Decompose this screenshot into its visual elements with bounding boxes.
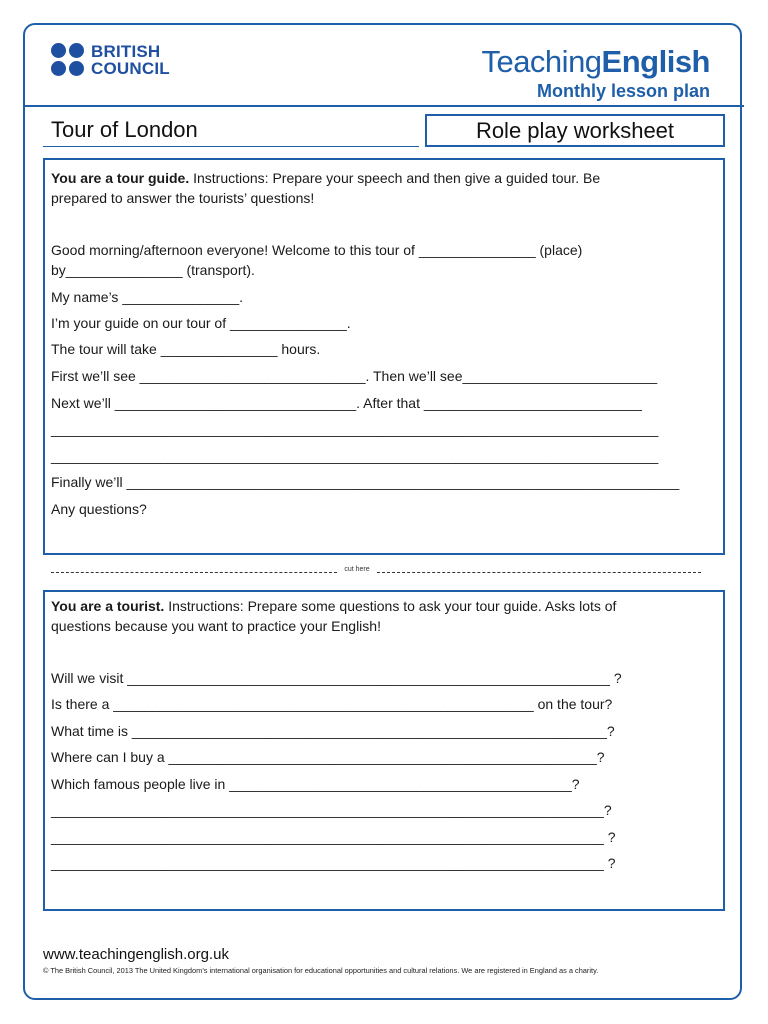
tourist-line-is-there[interactable]: Is there a ______________________________________________________ on the tour? <box>51 696 613 712</box>
guide-line-finally[interactable]: Finally we’ll _______________________________________________________________________ <box>51 474 680 490</box>
guide-intro-line-2: prepared to answer the tourists’ questions! <box>51 190 315 206</box>
guide-line-duration[interactable]: The tour will take _______________ hours. <box>51 341 321 357</box>
tourist-role-label: You are a tourist. <box>51 598 165 614</box>
monthly-lesson-plan-subtitle: Monthly lesson plan <box>536 81 710 101</box>
guide-role-label: You are a tour guide. <box>51 170 190 186</box>
tourist-intro-line-1 <box>51 596 616 616</box>
guide-line-welcome[interactable]: Good morning/afternoon everyone! Welcome to this tour of _______________ (place) <box>51 242 583 258</box>
title-underline <box>43 146 419 147</box>
brand-regular: Teaching <box>481 44 602 79</box>
guide-line-blank-2[interactable]: ______________________________________________________________________________ <box>51 448 659 464</box>
tourist-line-time[interactable]: What time is _____________________________________________________________? <box>51 723 615 739</box>
brand-bold: English <box>601 44 710 79</box>
tourist-line-blank-3[interactable]: _______________________________________________________________________ ? <box>51 855 616 871</box>
guide-line-next[interactable]: Next we’ll _______________________________. After that ____________________________ <box>51 395 642 411</box>
tourist-line-buy[interactable]: Where can I buy a _______________________________________________________? <box>51 749 605 765</box>
tourist-intro-line-2: questions because you want to practice your English! <box>51 618 381 634</box>
british-council-wordmark <box>91 43 170 77</box>
british-council-dots-icon <box>51 43 87 79</box>
guide-instructions: Instructions: Prepare your speech and then give a guided tour. Be <box>189 170 601 186</box>
worksheet-type-box: Role play worksheet <box>425 114 725 147</box>
tourist-line-blank-2[interactable]: _______________________________________________________________________ ? <box>51 829 616 845</box>
logo-line-2: COUNCIL <box>91 59 170 78</box>
cut-here-label: cut here <box>344 566 370 573</box>
tourist-line-visit[interactable]: Will we visit ______________________________________________________________ ? <box>51 670 622 686</box>
footer-website-link[interactable]: www.teachingenglish.org.uk <box>43 946 229 963</box>
guide-intro-line-1 <box>51 168 600 188</box>
teaching-english-logo <box>481 44 710 80</box>
cut-here-divider <box>51 565 701 579</box>
header-divider <box>23 105 744 107</box>
footer-copyright: © The British Council, 2013 The United Kingdom’s international organisation for educational opportunities and cultural relations. We are registered in England as a charity. <box>43 966 599 975</box>
guide-line-tour-of[interactable]: I’m your guide on our tour of _______________. <box>51 315 351 331</box>
guide-line-name[interactable]: My name’s _______________. <box>51 289 244 305</box>
guide-line-transport[interactable]: by_______________ (transport). <box>51 262 255 278</box>
logo-line-1: BRITISH <box>91 42 161 61</box>
guide-line-blank-1[interactable]: ______________________________________________________________________________ <box>51 421 659 437</box>
tourist-line-blank-1[interactable]: _______________________________________________________________________? <box>51 802 612 818</box>
worksheet-title: Tour of London <box>51 117 198 142</box>
guide-line-first[interactable]: First we’ll see _____________________________. Then we’ll see_________________________ <box>51 368 658 384</box>
guide-line-questions: Any questions? <box>51 501 147 517</box>
cut-dash-left <box>51 572 337 573</box>
tourist-line-famous[interactable]: Which famous people live in ____________________________________________? <box>51 776 580 792</box>
tourist-instructions: Instructions: Prepare some questions to ask your tour guide. Asks lots of <box>164 598 617 614</box>
cut-dash-right <box>377 572 701 573</box>
